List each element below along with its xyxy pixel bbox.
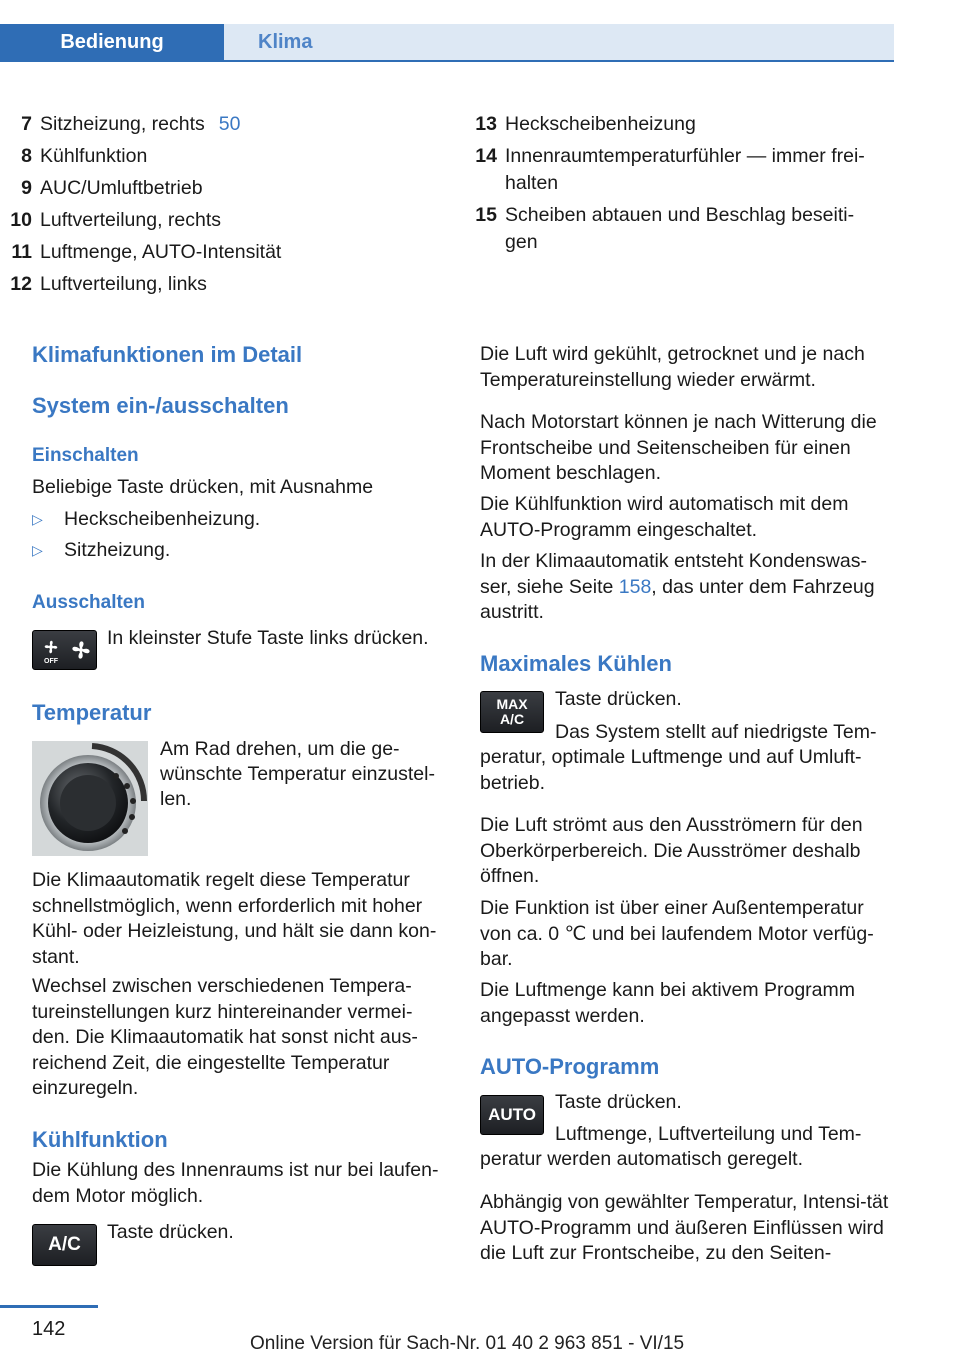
text-kuehlfunktion-auto: Die Kühlfunktion wird automatisch mit dem AUTO-Programm eingeschaltet.: [480, 493, 849, 541]
footer-divider: [0, 1305, 98, 1308]
bullet-item: ▷ Sitzheizung.: [32, 538, 170, 564]
heading-temperatur: Temperatur: [32, 700, 152, 725]
list-item: 10 Luftverteilung, rechts: [10, 209, 222, 231]
ac-button[interactable]: A/C: [32, 1224, 97, 1266]
text-max-line1: Das System stellt auf niedrigste Tem-: [555, 721, 877, 743]
bullet-item: ▷ Heckscheibenheizung.: [32, 507, 260, 533]
text-temp-line2: wünschte Temperatur einzustel-: [160, 763, 435, 785]
max-label: MAX: [496, 696, 528, 712]
heading-einschalten: Einschalten: [32, 445, 139, 466]
max-ac-button[interactable]: [480, 691, 544, 733]
auto-button[interactable]: AUTO: [480, 1095, 544, 1135]
heading-maximales-kuehlen: Maximales Kühlen: [480, 651, 672, 676]
temperature-knob-image: [32, 741, 148, 856]
heading-system: System ein-/ausschalten: [32, 393, 289, 418]
text-wechsel: Wechsel zwischen verschiedenen Tempera-tureinstellungen kurz hintereinander vermei-den. Die Klimaautomatik hat sonst nicht aus-reichend Zeit, die eingestellte Temperatur einzuregeln.: [32, 975, 418, 1099]
text-einschalten: Beliebige Taste drücken, mit Ausnahme: [32, 476, 374, 498]
text-auto-line2: peratur werden automatisch geregelt.: [480, 1148, 804, 1170]
page-ref-link[interactable]: 50: [218, 113, 241, 135]
page-ref-link[interactable]: 158: [618, 575, 652, 598]
list-item: 11 Luftmenge, AUTO-Intensität: [11, 241, 282, 263]
triangle-bullet-icon: ▷: [32, 511, 43, 527]
fan-off-button[interactable]: [32, 630, 97, 670]
text-aussentemperatur: Die Funktion ist über einer Außentemperatur von ca. 0 ℃ und bei laufendem Motor verfüg-bar.: [480, 897, 874, 970]
page-number: 142: [32, 1318, 66, 1340]
list-item: 12 Luftverteilung, links: [10, 273, 207, 295]
fan-off-icon: [35, 633, 95, 667]
legend-list-left: [0, 111, 440, 303]
text-luftmenge: Die Luftmenge kann bei aktivem Programm angepasst werden.: [480, 979, 856, 1027]
text-klimaautomatik: Die Klimaautomatik regelt diese Temperatur schnellstmöglich, wenn erforderlich mit hoher Kühl- oder Heizleistung, und hält sie dann kon-stant.: [32, 869, 437, 968]
text-max-taste: Taste drücken.: [555, 688, 682, 710]
tab-klima[interactable]: Klima: [224, 24, 894, 61]
header-divider: [0, 60, 894, 62]
list-item: 15 Scheiben abtauen und Beschlag beseiti-gen: [475, 204, 855, 253]
online-version-note: Online Version für Sach-Nr. 01 40 2 963 851 - VI/15: [250, 1333, 685, 1354]
text-auto-taste: Taste drücken.: [555, 1091, 682, 1113]
text-ausstroemer: Die Luft strömt aus den Ausströmern für den Oberkörperbereich. Die Ausströmer deshalb öffnen.: [480, 814, 863, 887]
legend-list-right: [465, 111, 885, 261]
heading-auto-programm: AUTO-Programm: [480, 1054, 660, 1079]
text-abhaengig: Abhängig von gewählter Temperatur, Intensi-tät AUTO-Programm und äußeren Einflüssen wird die Luft zur Frontscheibe, zu den Seiten-: [480, 1191, 889, 1264]
text-auto-line1: Luftmenge, Luftverteilung und Tem-: [555, 1123, 862, 1145]
text-kondenswasser: In der Klimaautomatik entsteht Kondenswas-ser, siehe Seite 158, das unter dem Fahrzeug austritt.: [480, 550, 875, 623]
text-temp-line1: Am Rad drehen, um die ge-: [160, 738, 400, 760]
text-max-line2: peratur, optimale Luftmenge und auf Umluft-betrieb.: [480, 746, 862, 794]
text-taste-druecken: Taste drücken.: [107, 1221, 234, 1243]
temperature-knob-icon: [32, 741, 148, 856]
list-item: 9 AUC/Umluftbetrieb: [21, 177, 203, 199]
text-kuehlung: Die Kühlung des Innenraums ist nur bei laufen-dem Motor möglich.: [32, 1159, 439, 1207]
heading-klimafunktionen: Klimafunktionen im Detail: [32, 342, 303, 367]
list-item: 14 Innenraumtemperaturfühler — immer frei-halten: [475, 145, 865, 194]
heading-kuehlfunktion: Kühlfunktion: [32, 1127, 168, 1152]
text-luft-gekuehlt: Die Luft wird gekühlt, getrocknet und je nach Temperatureinstellung wieder erwärmt.: [480, 343, 865, 391]
list-item: 8 Kühlfunktion: [21, 145, 148, 167]
text-motorstart: Nach Motorstart können je nach Witterung die Frontscheibe und Seitenscheiben für einen Moment beschlagen.: [480, 411, 877, 484]
heading-ausschalten: Ausschalten: [32, 592, 145, 613]
list-item: 13 Heckscheibenheizung: [475, 113, 696, 135]
text-ausschalten: In kleinster Stufe Taste links drücken.: [107, 627, 429, 649]
list-item: 7 Sitzheizung, rechts 50: [21, 113, 241, 135]
text-temp-line3: len.: [160, 788, 192, 810]
triangle-bullet-icon: ▷: [32, 542, 43, 558]
svg-text:OFF: OFF: [43, 658, 58, 665]
header-tabs: [0, 24, 894, 61]
ac-label: A/C: [499, 711, 525, 727]
tab-bedienung[interactable]: Bedienung: [0, 24, 224, 61]
